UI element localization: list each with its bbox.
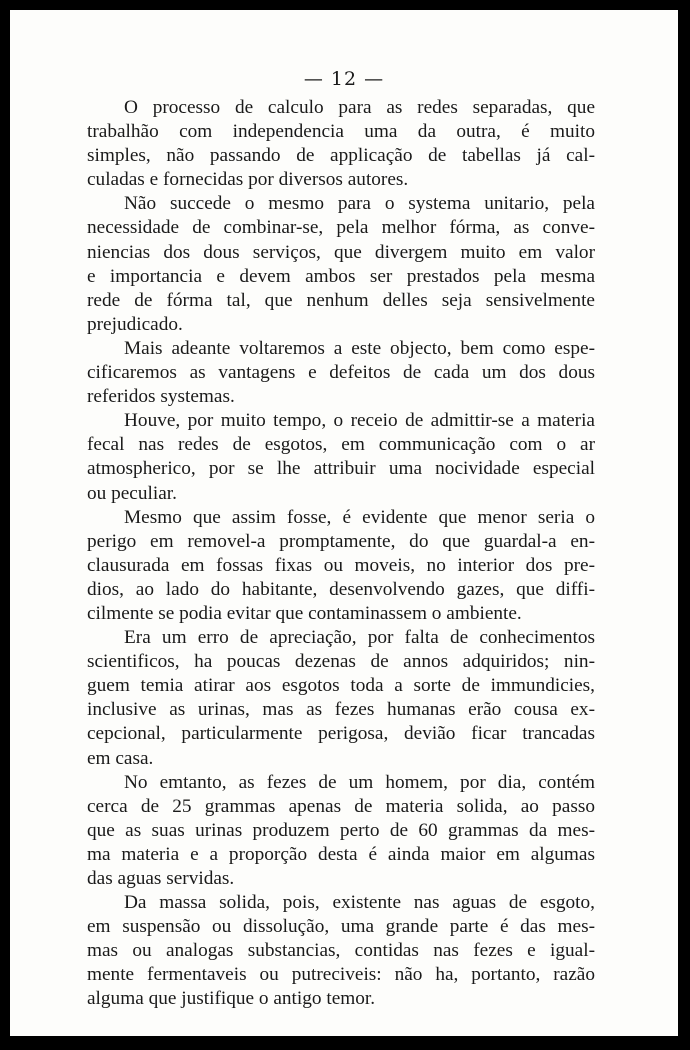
text-line: em suspensão ou dissolução, uma grande parte é das mes-: [87, 916, 595, 938]
paragraph: [87, 506, 595, 626]
paragraph: [87, 891, 595, 1011]
text-line: Mais adeante voltaremos a este objecto, bem como espe-: [124, 337, 595, 359]
text-line: mas ou analogas substancias, contidas nas fezes e igual-: [87, 940, 595, 962]
text-line: No emtanto, as fezes de um homem, por dia, contém: [124, 771, 595, 793]
text-line: das aguas servidas.: [87, 868, 235, 889]
text-line: e importancia e devem ambos ser prestados pela mesma: [87, 265, 595, 287]
text-line: atmospherico, por se lhe attribuir uma nocividade especial: [87, 458, 595, 480]
text-line: trabalhão com independencia uma da outra, é muito: [87, 121, 595, 143]
paragraph: [87, 192, 595, 337]
text-line: Mesmo que assim fosse, é evidente que menor seria o: [124, 506, 595, 528]
text-line: culadas e fornecidas por diversos autores.: [87, 169, 409, 191]
text-line: referidos systemas.: [87, 386, 235, 408]
text-line: cerca de 25 grammas apenas de materia solida, ao passo: [87, 795, 595, 817]
text-line: prejudicado.: [87, 313, 183, 335]
text-line: Não succede o mesmo para o systema unitario, pela: [124, 193, 595, 215]
text-line: que as suas urinas produzem perto de 60 grammas da mes-: [87, 819, 595, 841]
paragraph: [87, 626, 595, 771]
text-line: Da massa solida, pois, existente nas aguas de esgoto,: [124, 892, 595, 914]
text-line: niencias dos dous serviços, que divergem muito em valor: [87, 241, 595, 263]
paragraph: [87, 96, 595, 192]
text-line: ou peculiar.: [87, 482, 177, 504]
text-line: Era um erro de apreciação, por falta de conhecimentos: [124, 627, 595, 649]
text-line: O processo de calculo para as redes separadas, que: [124, 97, 595, 118]
page-number: — 12 —: [303, 68, 385, 90]
text-line: simples, não passando de applicação de tabellas já cal-: [87, 145, 595, 167]
text-line: cepcional, particularmente perigosa, devião ficar trancadas: [87, 723, 595, 745]
text-line: guem temia atirar aos esgotos toda a sorte de immundicies,: [87, 675, 595, 697]
text-line: cilmente se podia evitar que contaminassem o ambiente.: [87, 602, 522, 624]
text-line: rede de fórma tal, que nenhum delles seja sensivelmente: [87, 289, 595, 311]
paragraph: [87, 409, 595, 505]
text-line: inclusive as urinas, mas as fezes humanas erão cousa ex-: [87, 699, 595, 721]
text-line: dios, ao lado do habitante, desenvolvendo gazes, que diffi-: [87, 578, 595, 600]
text-line: cificaremos as vantagens e defeitos de cada um dos dous: [87, 362, 595, 384]
body-text: [87, 96, 595, 1012]
text-line: em casa.: [87, 747, 154, 769]
text-line: clausurada em fossas fixas ou moveis, no interior dos pre-: [87, 554, 595, 576]
text-line: ma materia e a proporção desta é ainda maior em algumas: [87, 843, 595, 865]
text-line: perigo em removel-a promptamente, do que guardal-a en-: [87, 530, 595, 552]
text-line: mente fermentaveis ou putreciveis: não ha, portanto, razão: [87, 964, 595, 986]
book-page: [10, 10, 678, 1036]
text-line: Houve, por muito tempo, o receio de admittir-se a materia: [124, 410, 595, 432]
paragraph: [87, 337, 595, 409]
text-line: necessidade de combinar-se, pela melhor fórma, as conve-: [87, 217, 595, 239]
text-line: alguma que justifique o antigo temor.: [87, 988, 376, 1010]
text-line: scientificos, ha poucas dezenas de annos adquiridos; nin-: [87, 651, 595, 673]
text-line: fecal nas redes de esgotos, em communicação com o ar: [87, 434, 595, 456]
paragraph: [87, 771, 595, 891]
